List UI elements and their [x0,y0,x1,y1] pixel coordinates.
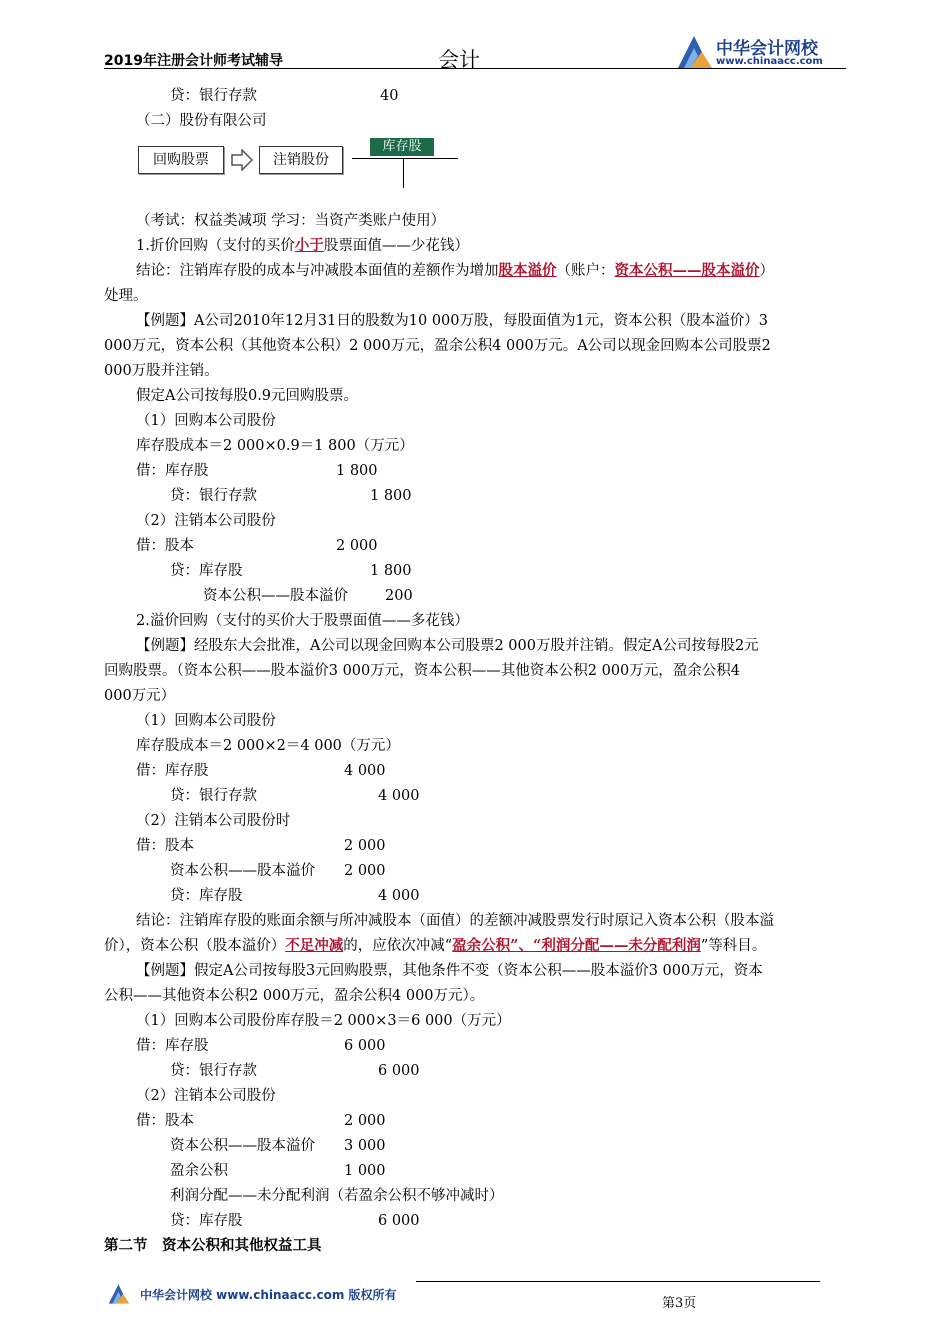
paragraph: 2.溢价回购（支付的买价大于股票面值——多花钱） [136,613,469,629]
entry-amount: 2 000 [344,863,386,879]
paragraph: 【例题】经股东大会批准，A公司以现金回购本公司股票2 000万股并注销。假定A公司按每股2元 [136,638,759,654]
diagram-box-cancel: 注销股份 [259,146,343,174]
text-run: 股票面值——少花钱） [323,238,469,254]
entry-amount: 3 000 [344,1138,386,1154]
entry-account: 资本公积——股本溢价 [203,588,348,604]
t-account-vertical [403,158,404,188]
entry-line [170,486,412,506]
entry-line [136,761,386,781]
entry-account: 借：库存股 [136,763,209,779]
paragraph [104,936,766,956]
header-subject: 会计 [438,48,480,72]
paragraph: 000万股并注销。 [104,363,219,379]
paragraph: 库存股成本＝2 000×2＝4 000（万元） [136,738,400,754]
text-run: 1.折价回购（支付的买价 [136,238,295,254]
paragraph [136,261,774,281]
entry-amount: 2 000 [336,538,378,554]
page-number: 第3页 [662,1296,697,1311]
paragraph: 回购股票。（资本公积——股本溢价3 000万元，资本公积——其他资本公积2 000万元，盈余公积4 [104,663,740,679]
entry-account: 借：库存股 [136,1038,209,1054]
highlight-surplus-profit: 盈余公积”、“利润分配——未分配利润 [452,937,701,954]
entry-account: 贷：库存股 [170,888,243,904]
entry-account: 资本公积——股本溢价 [170,1138,315,1154]
entry-line [170,86,399,106]
header-course-title: 2019年注册会计师考试辅导 [104,53,283,69]
entry-line [136,461,378,481]
paragraph: （2）注销本公司股份 [136,1088,276,1104]
section-title: 第二节 资本公积和其他权益工具 [104,1238,322,1254]
paragraph: 000万元，资本公积（其他资本公积）2 000万元，盈余公积4 000万元。A公司以现金回购本公司股票2 [104,338,771,354]
highlight-insufficient: 不足冲减 [285,937,344,954]
entry-line [170,861,386,881]
paragraph: 结论：注销库存股的账面余额与所冲减股本（面值）的差额冲减股票发行时原记入资本公积（股本溢 [136,913,774,929]
paragraph: 利润分配——未分配利润（若盈余公积不够冲减时） [170,1188,504,1204]
brand-logo [676,32,848,72]
entry-account: 贷：银行存款 [170,488,257,504]
entry-account: 贷：银行存款 [170,1063,257,1079]
paragraph: （1）回购本公司股份 [136,413,276,429]
footer-copyright: 中华会计网校 www.chinaacc.com 版权所有 [140,1288,397,1302]
entry-amount: 4 000 [344,763,386,779]
brand-logo-icon [676,32,714,72]
paragraph [136,236,469,256]
entry-amount: 6 000 [378,1213,420,1229]
text-run: （账户： [556,263,615,279]
entry-account: 贷：银行存款 [170,88,257,104]
footer-rule [416,1281,820,1282]
entry-account: 借：股本 [136,538,194,554]
entry-line [170,561,412,581]
entry-amount: 2 000 [344,838,386,854]
entry-amount: 6 000 [378,1063,420,1079]
paragraph: （2）注销本公司股份 [136,513,276,529]
entry-line [136,536,378,556]
text-run: 的，应依次冲减“ [343,938,453,954]
footer-logo [104,1282,134,1306]
entry-account: 借：股本 [136,838,194,854]
entry-account: 贷：库存股 [170,563,243,579]
entry-amount: 1 800 [336,463,378,479]
entry-account: 借：库存股 [136,463,209,479]
highlight-less-than: 小于 [294,237,324,254]
paragraph: 【例题】假定A公司按每股3元回购股票，其他条件不变（资本公积——股本溢价3 000万元，资本 [136,963,763,979]
entry-line [170,1161,386,1181]
highlight-capital-reserve: 资本公积——股本溢价 [614,262,760,279]
paragraph: （考试：权益类减项 学习：当资产类账户使用） [136,213,446,229]
entry-account: 资本公积——股本溢价 [170,863,315,879]
entry-line [170,1061,420,1081]
text-run: 结论：注销库存股的成本与冲减股本面值的差额作为增加 [136,263,499,279]
text-run: ”等科目。 [700,938,767,954]
paragraph: 假定A公司按每股0.9元回购股票。 [136,388,359,404]
entry-line [136,1111,386,1131]
paragraph: 【例题】A公司2010年12月31日的股数为10 000万股，每股面值为1元，资本公积（股本溢价）3 [136,313,768,329]
footer-logo-icon [104,1282,134,1306]
entry-account: 盈余公积 [170,1163,228,1179]
entry-amount: 4 000 [378,788,420,804]
paragraph: （1）回购本公司股份库存股＝2 000×3＝6 000（万元） [136,1013,511,1029]
brand-url: www.chinaacc.com [716,56,823,67]
entry-amount: 1 800 [370,488,412,504]
entry-account: 借：股本 [136,1113,194,1129]
brand-name: 中华会计网校 [716,39,818,59]
entry-amount: 4 000 [378,888,420,904]
t-account-horizontal [352,158,458,159]
entry-account: 贷：银行存款 [170,788,257,804]
text-run: 价），资本公积（股本溢价） [104,938,286,954]
paragraph: （1）回购本公司股份 [136,713,276,729]
entry-account: 贷：库存股 [170,1213,243,1229]
arrow-right-icon [230,149,254,171]
entry-line [170,786,420,806]
paragraph: 公积——其他资本公积2 000万元，盈余公积4 000万元）。 [104,988,485,1004]
entry-line [170,1211,420,1231]
entry-amount: 40 [380,88,399,104]
diagram-box-buyback: 回购股票 [138,146,224,174]
entry-line [203,586,413,606]
paragraph: （2）注销本公司股份时 [136,813,291,829]
paragraph: 000万元） [104,688,176,704]
paragraph: 处理。 [104,288,148,304]
entry-line [170,886,420,906]
text-run: ） [759,263,774,279]
entry-line [170,1136,386,1156]
entry-amount: 6 000 [344,1038,386,1054]
highlight-share-premium: 股本溢价 [498,262,557,279]
entry-amount: 1 000 [344,1163,386,1179]
paragraph: 库存股成本＝2 000×0.9＝1 800（万元） [136,438,414,454]
entry-amount: 2 000 [344,1113,386,1129]
entry-amount: 200 [385,588,413,604]
header-rule [104,68,846,69]
entry-line [136,836,386,856]
diagram-treasury-tag: 库存股 [370,138,434,156]
entry-line [136,1036,386,1056]
entry-amount: 1 800 [370,563,412,579]
subheading: （二）股份有限公司 [136,113,267,129]
